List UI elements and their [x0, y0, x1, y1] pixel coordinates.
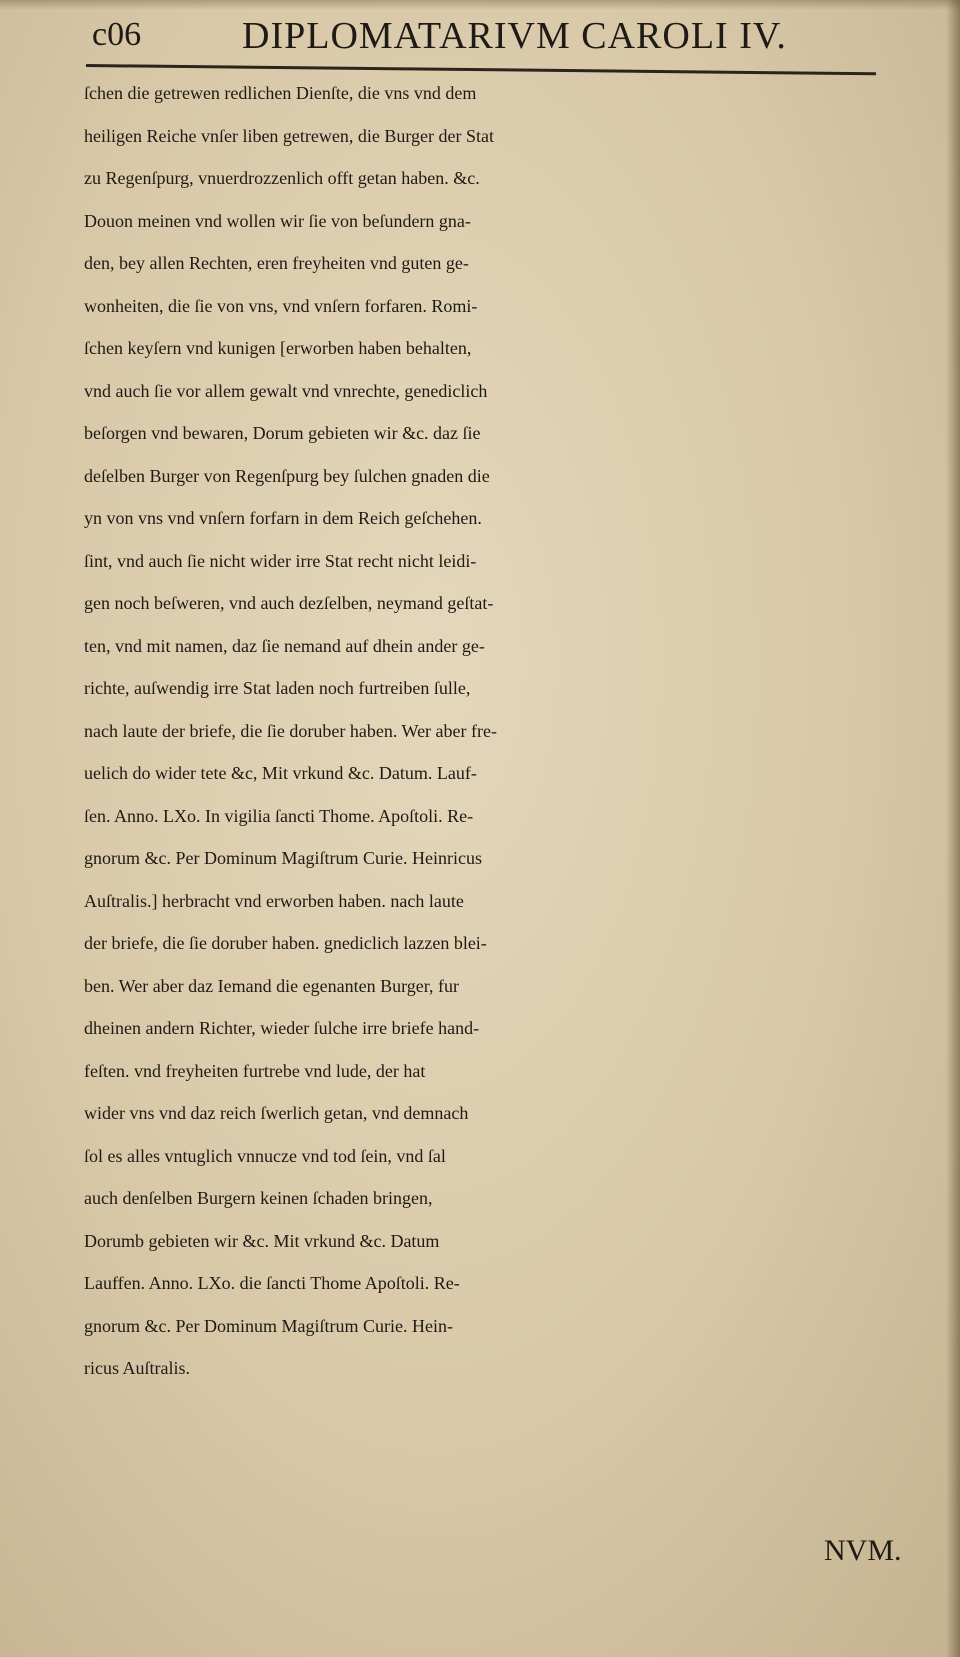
- text-line: gnorum &c. Per Dominum Magiſtrum Curie. Heinricus: [84, 848, 482, 868]
- text-line: ricus Auſtralis.: [84, 1358, 190, 1378]
- text-line: ben. Wer aber daz Iemand die egenanten Burger, fur: [84, 975, 459, 996]
- text-line: beſorgen vnd bewaren, Dorum gebieten wir &c. daz ſie: [84, 423, 481, 443]
- text-line: dheinen andern Richter, wieder ſulche irre briefe hand-: [84, 1018, 480, 1038]
- text-line: ſchen keyſern vnd kunigen [erworben haben behalten,: [84, 338, 472, 358]
- text-line: wider vns vnd daz reich ſwerlich getan, vnd demnach: [84, 1103, 469, 1123]
- text-line: ſchen die getrewen redlichen Dienſte, die vns vnd dem: [84, 83, 477, 103]
- running-title: DIPLOMATARIVM CAROLI IV.: [242, 15, 787, 57]
- text-line: wonheiten, die ſie von vns, vnd vnſern forfaren. Romi-: [84, 295, 478, 316]
- text-line: Auſtralis.] herbracht vnd erworben haben. nach laute: [84, 890, 464, 911]
- text-line: auch denſelben Burgern keinen ſchaden bringen,: [84, 1188, 433, 1208]
- text-line: ſen. Anno. LXo. In vigilia ſancti Thome. Apoſtoli. Re-: [84, 805, 474, 826]
- text-line: den, bey allen Rechten, eren freyheiten vnd guten ge-: [84, 253, 469, 273]
- text-line: ten, vnd mit namen, daz ſie nemand auf dhein ander ge-: [84, 635, 485, 656]
- text-line: vnd auch ſie vor allem gewalt vnd vnrechte, genediclich: [84, 380, 488, 401]
- text-line: gen noch beſweren, vnd auch dezſelben, neymand geſtat-: [84, 593, 494, 613]
- text-line: deſelben Burger von Regenſpurg bey ſulchen gnaden die: [84, 465, 490, 486]
- text-line: Douon meinen vnd wollen wir ſie von beſundern gna-: [84, 210, 471, 231]
- text-line: uelich do wider tete &c, Mit vrkund &c. Datum. Lauf-: [84, 763, 477, 783]
- text-line: gnorum &c. Per Dominum Magiſtrum Curie. Hein-: [84, 1315, 453, 1336]
- text-line: ſol es alles vntuglich vnnucze vnd tod ſein, vnd ſal: [84, 1145, 446, 1166]
- text-line: heiligen Reiche vnſer liben getrewen, die Burger der Stat: [84, 125, 495, 146]
- text-line: Lauffen. Anno. LXo. die ſancti Thome Apoſtoli. Re-: [84, 1273, 460, 1293]
- text-line: feſten. vnd freyheiten furtrebe vnd lude, der hat: [84, 1060, 426, 1081]
- text-line: richte, auſwendig irre Stat laden noch furtreiben ſulle,: [84, 678, 471, 698]
- text-line: Dorumb gebieten wir &c. Mit vrkund &c. Datum: [84, 1230, 440, 1251]
- text-line: yn von vns vnd vnſern forfarn in dem Reich geſchehen.: [84, 508, 482, 528]
- page-header: [92, 12, 852, 64]
- text-line: ſint, vnd auch ſie nicht wider irre Stat recht nicht leidi-: [84, 550, 477, 571]
- body-text: [84, 72, 924, 1390]
- catchword: NVM.: [824, 1534, 902, 1567]
- page-gutter-shadow: [946, 0, 960, 1657]
- text-line: zu Regenſpurg, vnuerdrozzenlich offt getan haben. &c.: [84, 168, 480, 188]
- page-number: c06: [92, 16, 142, 53]
- text-line: nach laute der briefe, die ſie doruber haben. Wer aber fre-: [84, 720, 497, 741]
- page-top-shadow: [0, 0, 960, 10]
- text-line: der briefe, die ſie doruber haben. gnediclich lazzen blei-: [84, 933, 487, 953]
